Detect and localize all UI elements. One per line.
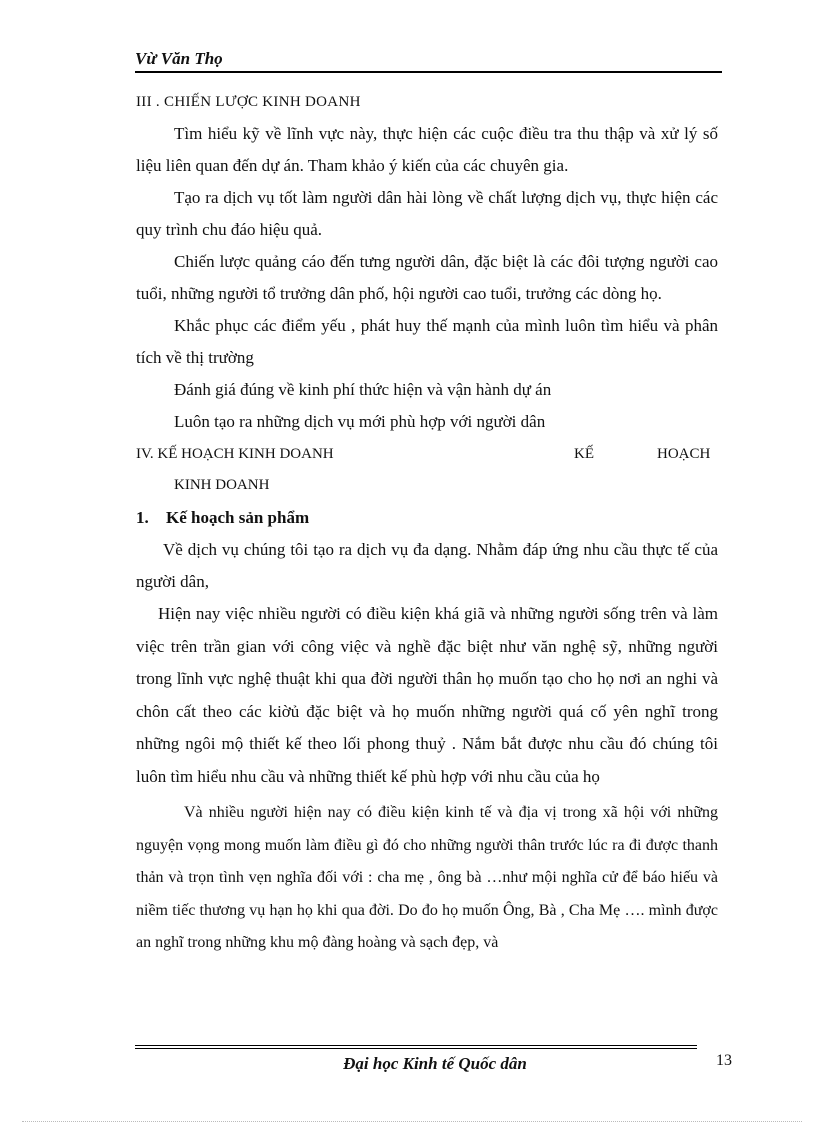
section-3-paragraph-4: Khắc phục các điểm yếu , phát huy thế mạnh của mình luôn tìm hiểu và phân tích về thị trường: [136, 316, 718, 367]
footer-rule: [135, 1045, 697, 1049]
section-3-paragraph-5: Đánh giá đúng về kinh phí thức hiện và vận hành dự án: [174, 380, 552, 399]
document-body: [136, 86, 718, 960]
subsection-1-heading: [136, 502, 718, 534]
subsection-1-title: Kế hoạch sản phẩm: [166, 508, 310, 527]
page-number: 13: [716, 1052, 732, 1069]
page-edge-divider: [22, 1121, 802, 1122]
section-4-heading-word-1: KẾ: [574, 446, 594, 462]
section-3-paragraph-3: Chiến lược quảng cáo đến tưng người dân, đặc biệt là các đôi tượng người cao tuổi, những người tổ trưởng dân phố, hội người cao tuổi, trưởng các dòng họ.: [136, 252, 718, 303]
section-4-paragraph-3: Và nhiều người hiện nay có điều kiện kinh tế và địa vị trong xã hội với những nguyện vọng mong muốn làm điều gì đó cho những người thân trước lúc ra đi được thanh thản và trọn tình vẹn nghĩa đối với : cha mẹ , ông bà …như mội nghĩa cử để báo hiếu và niềm tiếc thương vụ hạn họ khi qua đời. Do đo họ muốn Ông, Bà , Cha Mẹ …. mình được an nghĩ trong những khu mộ đàng hoàng và sạch đẹp, và: [136, 804, 718, 951]
section-3-paragraph-6: Luôn tạo ra những dịch vụ mới phù hợp với người dân: [174, 412, 546, 431]
section-3-paragraph-2: Tạo ra dịch vụ tốt làm người dân hài lòng về chất lượng dịch vụ, thực hiện các quy trình chu đáo hiệu quả.: [136, 188, 718, 239]
section-3-heading: III . CHIẾN LƯỢC KINH DOANH: [136, 94, 361, 110]
footer-institution: Đại học Kinh tế Quốc dân: [343, 1054, 527, 1073]
header-author: Vừ Văn Thọ: [135, 49, 223, 68]
section-3-paragraph-1: Tìm hiểu kỹ về lĩnh vực này, thực hiện các cuộc điều tra thu thập và xử lý số liệu liên quan đến dự án. Tham khảo ý kiến của các chuyên gia.: [136, 124, 718, 175]
section-4-heading-continuation: KINH DOANH: [174, 477, 270, 493]
section-4-heading-left: IV. KẾ HOẠCH KINH DOANH: [136, 446, 334, 462]
section-4-paragraph-1: Về dịch vụ chúng tôi tạo ra dịch vụ đa dạng. Nhằm đáp ứng nhu cầu thực tế của người dân,: [136, 540, 718, 591]
section-4-paragraph-2: Hiện nay việc nhiều người có điều kiện khá giã và những người sống trên và làm việc trên trần gian với công việc và nghề đặc biệt như văn nghệ sỹ, những người trong lĩnh vực nghệ thuật khi qua đời người thân họ muốn tạo cho họ nơi an nghi và chôn cất theo các kiờủ đặc biệt và họ muốn những người quá cố yên nghĩ trong những ngôi mộ thiết kế theo lối phong thuỷ . Nắm bắt được nhu cầu đó chúng tôi luôn tìm hiểu nhu cầu và những thiết kế phù hợp với nhu cầu của họ: [136, 604, 718, 786]
section-4-heading: [136, 438, 718, 470]
subsection-1-number: 1.: [136, 508, 149, 527]
section-4-heading-word-2: HOẠCH: [657, 446, 711, 462]
page-header: [135, 48, 722, 73]
